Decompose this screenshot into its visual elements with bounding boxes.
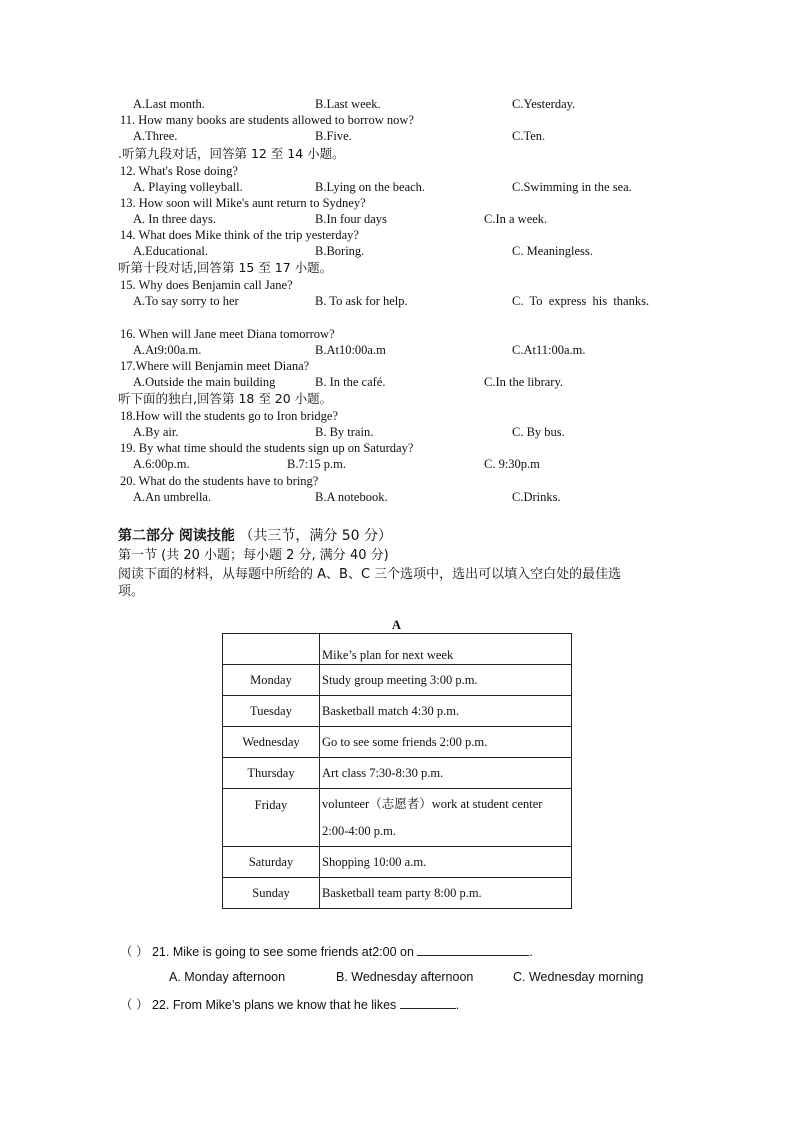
q20-option-c: C.Drinks. — [512, 490, 561, 504]
reading-instruction-line2: 项。 — [118, 584, 145, 599]
instruction-monologue: 听下面的独白,回答第 18 至 20 小题。 — [118, 391, 333, 406]
day-cell: Friday — [223, 789, 320, 847]
q16-option-c: C.At11:00a.m. — [512, 343, 586, 357]
passage-label: A — [392, 618, 402, 632]
q16-stem: 16. When will Jane meet Diana tomorrow? — [120, 327, 335, 341]
q10-option-a: A.Last month. — [133, 97, 205, 111]
q12-option-b: B.Lying on the beach. — [315, 180, 426, 194]
table-header-title: Mike’s plan for next week — [320, 634, 572, 665]
day-cell: Sunday — [223, 878, 320, 909]
q21-option-c: C. Wednesday morning — [513, 970, 644, 984]
q22-line — [120, 996, 459, 1013]
day-cell: Wednesday — [223, 727, 320, 758]
q17-stem: 17.Where will Benjamin meet Diana? — [120, 359, 310, 373]
q18-stem: 18.How will the students go to Iron bridge? — [120, 409, 339, 423]
table-row — [223, 878, 572, 909]
q22-period: . — [455, 998, 460, 1012]
q12-stem: 12. What's Rose doing? — [120, 164, 238, 178]
q15-stem: 15. Why does Benjamin call Jane? — [120, 278, 293, 292]
q13-stem: 13. How soon will Mike's aunt return to Sydney? — [120, 196, 366, 210]
q20-stem: 20. What do the students have to bring? — [120, 474, 319, 488]
table-row — [223, 789, 572, 847]
q21-option-b: B. Wednesday afternoon — [336, 970, 474, 984]
plan-cell-line1: volunteer（志愿者）work at student center — [322, 796, 543, 811]
q15-option-c: C. To express his thanks. — [512, 294, 650, 308]
section1-heading: 第一节 (共 20 小题；每小题 2 分, 满分 40 分) — [118, 548, 389, 563]
plan-cell: Study group meeting 3:00 p.m. — [320, 665, 572, 696]
plan-cell: Basketball team party 8:00 p.m. — [320, 878, 572, 909]
part2-heading — [118, 527, 392, 545]
q13-option-b: B.In four days — [315, 212, 387, 226]
q21-answer-bracket: （ ） — [120, 945, 149, 959]
q10-option-c: C.Yesterday. — [512, 97, 576, 111]
q21-line — [120, 943, 533, 960]
table-row — [223, 727, 572, 758]
q12-option-c: C.Swimming in the sea. — [512, 180, 632, 194]
q21-stem: 21. Mike is going to see some friends at2:00 on — [151, 945, 414, 959]
q17-option-a: A.Outside the main building — [133, 375, 276, 389]
table-row — [223, 696, 572, 727]
q13-option-a: A. In three days. — [133, 212, 216, 226]
plan-cell: Shopping 10:00 a.m. — [320, 847, 572, 878]
q22-answer-bracket: （ ） — [120, 998, 149, 1012]
q14-option-b: B.Boring. — [315, 244, 365, 258]
q11-option-c: C.Ten. — [512, 129, 546, 143]
plan-cell: Go to see some friends 2:00 p.m. — [320, 727, 572, 758]
part2-score-note: （共三节，满分 50 分） — [239, 528, 393, 544]
q19-stem: 19. By what time should the students sign up on Saturday? — [120, 441, 414, 455]
q14-stem: 14. What does Mike think of the trip yesterday? — [120, 228, 359, 242]
q21-period: . — [529, 945, 533, 959]
q12-option-a: A. Playing volleyball. — [133, 180, 243, 194]
q11-option-b: B.Five. — [315, 129, 352, 143]
q19-option-b: B.7:15 p.m. — [287, 457, 347, 471]
table-row — [223, 758, 572, 789]
q17-option-c: C.In the library. — [484, 375, 564, 389]
q15-option-b: B. To ask for help. — [315, 294, 408, 308]
instruction-dialogue-10: 听第十段对话,回答第 15 至 17 小题。 — [118, 260, 333, 275]
q15-option-a: A.To say sorry to her — [133, 294, 239, 308]
q17-option-b: B. In the café. — [315, 375, 386, 389]
day-cell: Thursday — [223, 758, 320, 789]
q21-blank — [417, 943, 529, 956]
q16-option-a: A.At9:00a.m. — [133, 343, 202, 357]
instruction-dialogue-9: .听第九段对话，回答第 12 至 14 小题。 — [118, 146, 345, 161]
q11-option-a: A.Three. — [133, 129, 178, 143]
q22-blank — [400, 996, 456, 1009]
q18-option-c: C. By bus. — [512, 425, 565, 439]
q20-option-b: B.A notebook. — [315, 490, 388, 504]
table-row — [223, 665, 572, 696]
q14-option-a: A.Educational. — [133, 244, 208, 258]
plan-table — [222, 633, 572, 909]
table-header-row — [223, 634, 572, 665]
q20-option-a: A.An umbrella. — [133, 490, 212, 504]
q13-option-c: C.In a week. — [484, 212, 548, 226]
table-header-empty — [223, 634, 320, 665]
q19-option-a: A.6:00p.m. — [133, 457, 190, 471]
q10-option-b: B.Last week. — [315, 97, 381, 111]
day-cell: Tuesday — [223, 696, 320, 727]
q16-option-b: B.At10:00a.m — [315, 343, 386, 357]
day-cell: Saturday — [223, 847, 320, 878]
q11-stem: 11. How many books are students allowed to borrow now? — [120, 113, 414, 127]
plan-cell: Art class 7:30-8:30 p.m. — [320, 758, 572, 789]
q19-option-c: C. 9:30p.m — [484, 457, 540, 471]
reading-instruction-line1: 阅读下面的材料，从每题中所给的 A、B、C 三个选项中，选出可以填入空白处的最佳选 — [118, 567, 622, 582]
day-cell: Monday — [223, 665, 320, 696]
q14-option-c: C. Meaningless. — [512, 244, 593, 258]
plan-cell — [320, 789, 572, 847]
table-row — [223, 847, 572, 878]
part2-title: 第二部分 阅读技能 — [118, 528, 235, 544]
q22-stem: 22. From Mike’s plans we know that he likes — [151, 998, 397, 1012]
q18-option-a: A.By air. — [133, 425, 179, 439]
plan-cell-line2: 2:00-4:00 p.m. — [322, 823, 396, 838]
q21-option-a: A. Monday afternoon — [169, 970, 286, 984]
q18-option-b: B. By train. — [315, 425, 374, 439]
plan-cell: Basketball match 4:30 p.m. — [320, 696, 572, 727]
